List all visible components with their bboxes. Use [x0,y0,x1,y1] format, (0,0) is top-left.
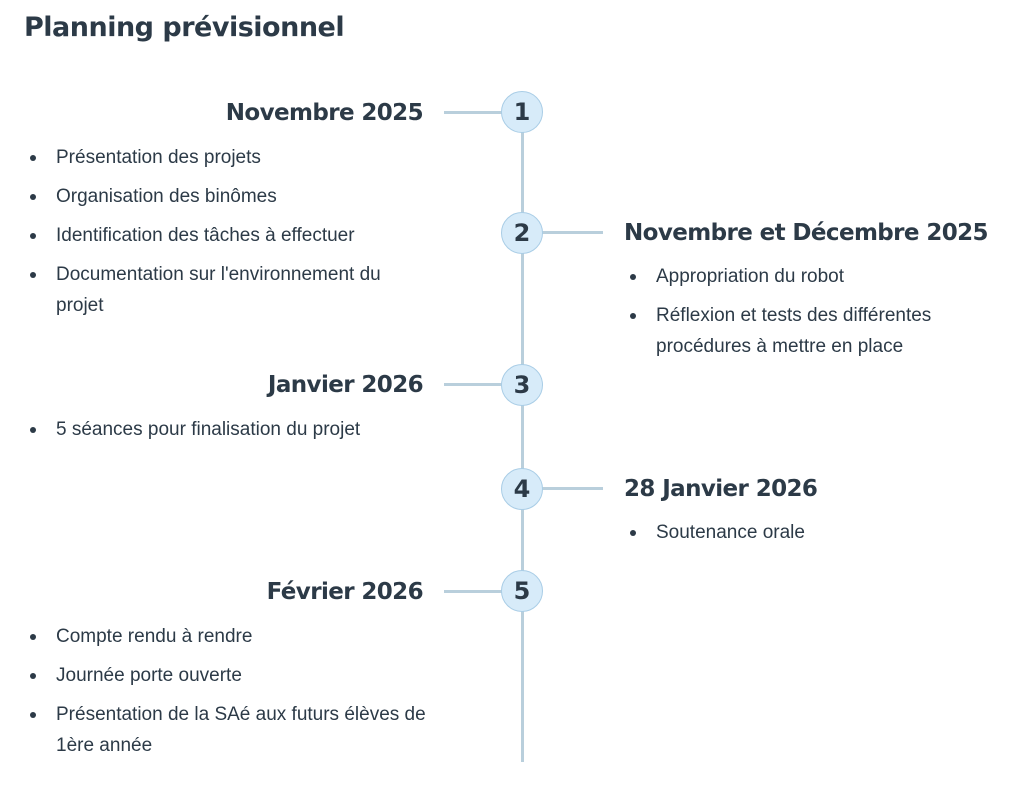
list-item: Présentation de la SAé aux futurs élèves de 1ère année [28,699,428,761]
list-item: Journée porte ouverte [28,660,428,691]
step-1-marker: 1 [501,91,543,133]
bullet-icon [30,233,36,239]
step-1-connector [444,111,504,114]
list-item: Identification des tâches à effectuer [28,220,428,251]
list-item: Présentation des projets [28,142,428,173]
step-4-date: 28 Janvier 2026 [624,476,818,502]
step-5-task-list [28,621,428,769]
bullet-icon [30,155,36,161]
bullet-icon [630,530,636,536]
bullet-icon [30,272,36,278]
step-2-task-list [628,261,1008,370]
step-2-connector [541,231,603,234]
bullet-icon [630,313,636,319]
bullet-icon [30,634,36,640]
step-5-date: Février 2026 [266,579,423,605]
step-2-marker: 2 [501,212,543,254]
list-item: 5 séances pour finalisation du projet [28,414,428,445]
page-title: Planning prévisionnel [24,12,345,43]
bullet-icon [30,194,36,200]
step-1-task-list [28,142,428,329]
step-3-connector [444,383,504,386]
step-4-task-list [628,517,1008,556]
step-2-date: Novembre et Décembre 2025 [624,220,988,246]
list-item: Compte rendu à rendre [28,621,428,652]
step-3-date: Janvier 2026 [267,372,423,398]
bullet-icon [30,427,36,433]
step-3-task-list [28,414,428,453]
timeline-axis [521,112,524,762]
bullet-icon [30,712,36,718]
step-1-date: Novembre 2025 [225,100,423,126]
step-4-marker: 4 [501,468,543,510]
step-5-connector [444,590,504,593]
step-3-marker: 3 [501,364,543,406]
step-4-connector [541,487,603,490]
step-5-marker: 5 [501,570,543,612]
list-item: Réflexion et tests des différentes procédures à mettre en place [628,300,1008,362]
bullet-icon [630,274,636,280]
bullet-icon [30,673,36,679]
list-item: Appropriation du robot [628,261,1008,292]
list-item: Organisation des binômes [28,181,428,212]
list-item: Soutenance orale [628,517,1008,548]
list-item: Documentation sur l'environnement du projet [28,259,428,321]
